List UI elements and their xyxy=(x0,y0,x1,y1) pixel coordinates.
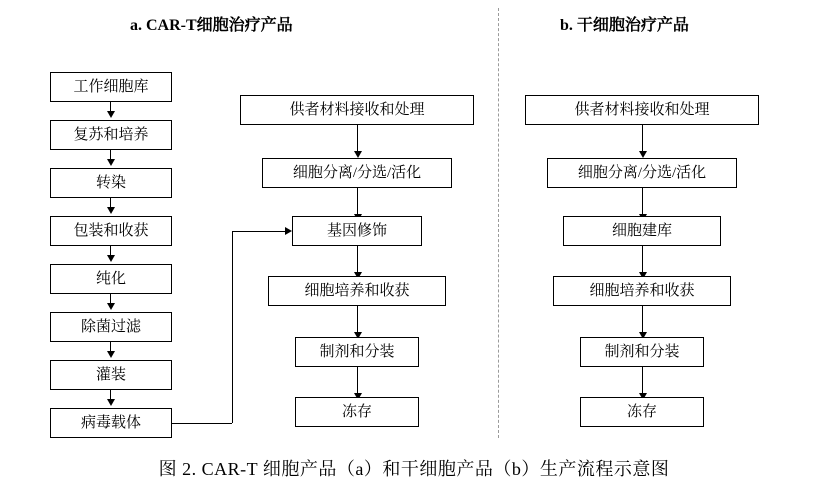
connector-arrow xyxy=(107,351,115,358)
connector-line xyxy=(357,246,358,274)
connector-arrow xyxy=(107,207,115,214)
connector-line xyxy=(642,125,643,153)
connector-arrow xyxy=(107,399,115,406)
box-recovery-culture: 复苏和培养 xyxy=(50,120,172,150)
connector-line xyxy=(357,367,358,395)
connector-line xyxy=(642,246,643,274)
box-formulation-filling-b: 制剂和分装 xyxy=(580,337,704,367)
box-packaging-harvest: 包装和收获 xyxy=(50,216,172,246)
connector-line xyxy=(357,125,358,153)
figure-caption: 图 2. CAR-T 细胞产品（a）和干细胞产品（b）生产流程示意图 xyxy=(158,459,670,479)
connector-line xyxy=(172,423,232,424)
connector-line xyxy=(642,306,643,334)
connector-arrow xyxy=(107,111,115,118)
box-cryopreservation-b: 冻存 xyxy=(580,397,704,427)
box-working-cell-bank: 工作细胞库 xyxy=(50,72,172,102)
box-gene-modification: 基因修饰 xyxy=(292,216,422,246)
connector-arrow xyxy=(639,151,647,158)
panel-divider xyxy=(498,8,499,438)
connector-line xyxy=(357,306,358,334)
box-formulation-filling-a: 制剂和分装 xyxy=(295,337,419,367)
connector-arrow xyxy=(285,227,292,235)
connector-line xyxy=(642,188,643,216)
box-sterile-filtration: 除菌过滤 xyxy=(50,312,172,342)
connector-arrow xyxy=(107,159,115,166)
connector-line xyxy=(642,367,643,395)
box-cell-culture-harvest-a: 细胞培养和收获 xyxy=(268,276,446,306)
box-cell-banking: 细胞建库 xyxy=(563,216,721,246)
box-cell-separation-b: 细胞分离/分选/活化 xyxy=(547,158,737,188)
panel-b-title: b. 干细胞治疗产品 xyxy=(560,17,689,34)
connector-line xyxy=(232,231,285,232)
box-cell-separation-a: 细胞分离/分选/活化 xyxy=(262,158,452,188)
box-viral-vector: 病毒载体 xyxy=(50,408,172,438)
box-filling: 灌装 xyxy=(50,360,172,390)
box-donor-material-receipt-a: 供者材料接收和处理 xyxy=(240,95,474,125)
panel-a-title: a. CAR-T细胞治疗产品 xyxy=(130,17,293,34)
connector-arrow xyxy=(107,255,115,262)
box-cryopreservation-a: 冻存 xyxy=(295,397,419,427)
connector-arrow xyxy=(354,151,362,158)
connector-line xyxy=(357,188,358,216)
box-donor-material-receipt-b: 供者材料接收和处理 xyxy=(525,95,759,125)
box-transfection: 转染 xyxy=(50,168,172,198)
connector-arrow xyxy=(107,303,115,310)
box-cell-culture-harvest-b: 细胞培养和收获 xyxy=(553,276,731,306)
connector-line xyxy=(232,231,233,423)
box-purification: 纯化 xyxy=(50,264,172,294)
